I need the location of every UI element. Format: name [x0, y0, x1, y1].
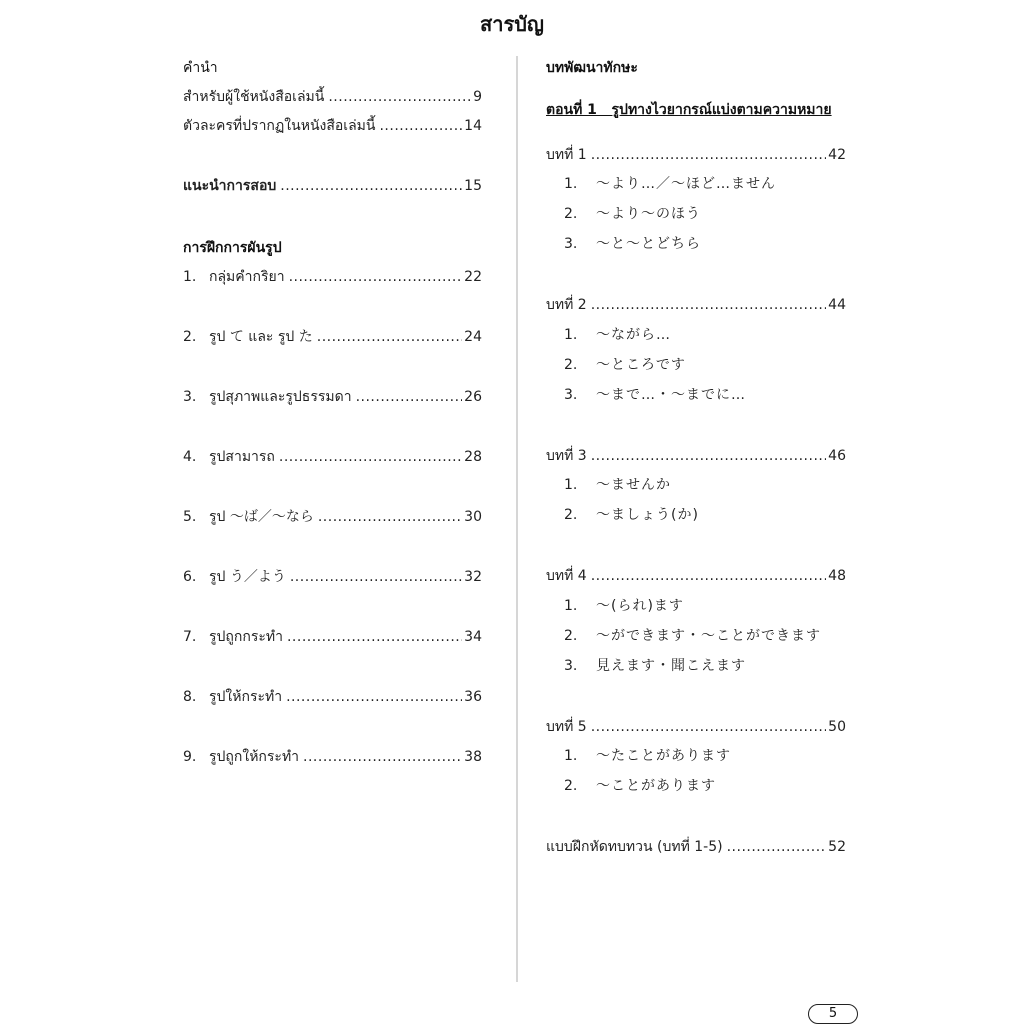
toc-lesson-entry[interactable]	[546, 447, 846, 465]
toc-entry[interactable]	[183, 628, 482, 646]
toc-entry-number: 6.	[183, 569, 197, 585]
toc-entry-page: 38	[464, 749, 482, 765]
subitem-number: 1.	[564, 598, 578, 614]
subitem-text: ～ませんか	[596, 477, 671, 493]
subitem-text: ～ところです	[596, 357, 686, 373]
toc-entry-label	[183, 268, 285, 286]
subitem-text: ～(られ)ます	[596, 598, 684, 614]
toc-entry-number: 3.	[183, 389, 197, 405]
toc-entry-page: 50	[828, 719, 846, 735]
intro-heading: คำนำ	[183, 60, 218, 76]
lesson-subitem	[564, 175, 776, 193]
subitem-text: ～ながら…	[596, 327, 671, 343]
subitem-text: ～より～のほう	[596, 206, 701, 222]
subitem-text: ～と～とどちら	[596, 236, 701, 252]
lesson-label: บทที่ 5	[546, 719, 587, 735]
toc-entry-number: 5.	[183, 509, 197, 525]
leader-dots	[591, 447, 826, 465]
toc-entry-number: 4.	[183, 449, 197, 465]
toc-entry-label: แบบฝึกหัดทบทวน (บทที่ 1-5)	[546, 839, 723, 855]
toc-entry-text: รูป て และ รูป た	[209, 329, 313, 345]
subitem-number: 2.	[564, 778, 578, 794]
subitem-text: ～ができます・～ことができます	[596, 628, 821, 644]
toc-entry-label: ตัวละครที่ปรากฏในหนังสือเล่มนี้	[183, 118, 376, 134]
toc-entry-number: 7.	[183, 629, 197, 645]
conjugation-heading: การฝึกการผันรูป	[183, 240, 282, 256]
toc-entry[interactable]	[183, 508, 482, 526]
lesson-subitem	[564, 657, 746, 675]
subitem-number: 3.	[564, 387, 578, 403]
toc-entry-text: รูปถูกกระทำ	[209, 629, 283, 645]
toc-entry-page: 36	[464, 689, 482, 705]
lesson-subitem	[564, 506, 699, 524]
lesson-subitem	[564, 356, 686, 374]
leader-dots	[290, 568, 462, 586]
leader-dots	[317, 328, 462, 346]
toc-entry-text: กลุ่มคำกริยา	[209, 269, 285, 285]
leader-dots	[379, 117, 462, 135]
toc-entry-page: 9	[473, 89, 482, 105]
toc-entry-text: รูปสุภาพและรูปธรรมดา	[209, 389, 352, 405]
subitem-text: ～たことがあります	[596, 748, 731, 764]
leader-dots	[318, 508, 462, 526]
toc-lesson-entry[interactable]	[546, 718, 846, 736]
part-heading: ตอนที่ 1 รูปทางไวยากรณ์แบ่งตามความหมาย	[546, 102, 832, 118]
leader-dots	[328, 88, 471, 106]
subitem-number: 1.	[564, 327, 578, 343]
lesson-label: บทที่ 1	[546, 147, 587, 163]
subitem-number: 1.	[564, 176, 578, 192]
lesson-subitem	[564, 205, 701, 223]
toc-entry-page: 32	[464, 569, 482, 585]
toc-entry-number: 9.	[183, 749, 197, 765]
subitem-number: 1.	[564, 748, 578, 764]
lesson-subitem	[564, 476, 671, 494]
subitem-number: 2.	[564, 628, 578, 644]
lesson-subitem	[564, 235, 701, 253]
toc-entry-label	[183, 628, 283, 646]
toc-entry-label	[183, 448, 275, 466]
leader-dots	[591, 146, 826, 164]
toc-entry-exam-guide[interactable]	[183, 177, 482, 195]
toc-entry-page: 15	[464, 178, 482, 194]
toc-entry-page: 26	[464, 389, 482, 405]
leader-dots	[279, 448, 462, 466]
toc-entry-page: 46	[828, 448, 846, 464]
toc-entry-page: 22	[464, 269, 482, 285]
leader-dots	[356, 388, 463, 406]
toc-entry[interactable]	[183, 568, 482, 586]
leader-dots	[591, 296, 826, 314]
section-heading: บทพัฒนาทักษะ	[546, 60, 638, 76]
toc-entry-label	[183, 688, 282, 706]
subitem-text: 見えます・聞こえます	[596, 658, 746, 674]
toc-entry-page: 44	[828, 297, 846, 313]
lesson-subitem	[564, 747, 731, 765]
toc-entry-label	[183, 328, 313, 346]
page-title: สารบัญ	[480, 12, 544, 36]
toc-entry-label	[183, 388, 352, 406]
leader-dots	[280, 177, 462, 195]
toc-entry-page: 42	[828, 147, 846, 163]
toc-entry-page: 52	[828, 839, 846, 855]
subitem-number: 1.	[564, 477, 578, 493]
toc-entry-page: 34	[464, 629, 482, 645]
toc-entry[interactable]	[183, 448, 482, 466]
toc-entry-label: สำหรับผู้ใช้หนังสือเล่มนี้	[183, 89, 325, 105]
subitem-number: 2.	[564, 357, 578, 373]
toc-entry-page: 28	[464, 449, 482, 465]
toc-entry-text: รูปสามารถ	[209, 449, 275, 465]
subitem-number: 2.	[564, 507, 578, 523]
toc-entry[interactable]	[183, 117, 482, 135]
lesson-subitem	[564, 627, 821, 645]
leader-dots	[727, 838, 827, 856]
toc-entry[interactable]	[183, 748, 482, 766]
leader-dots	[287, 628, 462, 646]
lesson-label: บทที่ 2	[546, 297, 587, 313]
toc-entry-label	[183, 568, 286, 586]
subitem-text: ～ことがあります	[596, 778, 716, 794]
toc-lesson-entry[interactable]	[546, 296, 846, 314]
toc-entry-review[interactable]	[546, 838, 846, 856]
toc-entry-page: 24	[464, 329, 482, 345]
toc-entry-number: 8.	[183, 689, 197, 705]
toc-entry-text: รูป う／よう	[209, 569, 286, 585]
leader-dots	[591, 718, 826, 736]
column-divider	[516, 56, 518, 982]
toc-entry-number: 1.	[183, 269, 197, 285]
toc-entry-text: รูปให้กระทำ	[209, 689, 283, 705]
subitem-text: ～より…／～ほど…ません	[596, 176, 776, 192]
toc-entry[interactable]	[183, 688, 482, 706]
leader-dots	[286, 688, 462, 706]
toc-entry-label	[183, 508, 314, 526]
leader-dots	[591, 567, 826, 585]
toc-entry-label: แนะนำการสอบ	[183, 178, 277, 194]
lesson-subitem	[564, 326, 671, 344]
lesson-subitem	[564, 597, 684, 615]
toc-entry[interactable]	[183, 328, 482, 346]
page-number-badge: 5	[808, 1004, 858, 1024]
subitem-text: ～まで…・～までに…	[596, 387, 746, 403]
subitem-number: 2.	[564, 206, 578, 222]
toc-entry-text: รูป ～ば／～なら	[209, 509, 314, 525]
toc-entry-page: 30	[464, 509, 482, 525]
toc-entry-text: รูปถูกให้กระทำ	[209, 749, 300, 765]
toc-lesson-entry[interactable]	[546, 146, 846, 164]
toc-entry-label	[183, 748, 299, 766]
subitem-number: 3.	[564, 236, 578, 252]
lesson-label: บทที่ 3	[546, 448, 587, 464]
lesson-subitem	[564, 386, 746, 404]
toc-entry-page: 14	[464, 118, 482, 134]
toc-entry[interactable]	[183, 268, 482, 286]
toc-entry-number: 2.	[183, 329, 197, 345]
lesson-subitem	[564, 777, 716, 795]
leader-dots	[289, 268, 463, 286]
lesson-label: บทที่ 4	[546, 568, 587, 584]
toc-entry[interactable]	[183, 388, 482, 406]
toc-entry-page: 48	[828, 568, 846, 584]
subitem-text: ～ましょう(か)	[596, 507, 699, 523]
leader-dots	[303, 748, 462, 766]
toc-lesson-entry[interactable]	[546, 567, 846, 585]
toc-entry[interactable]	[183, 88, 482, 106]
subitem-number: 3.	[564, 658, 578, 674]
